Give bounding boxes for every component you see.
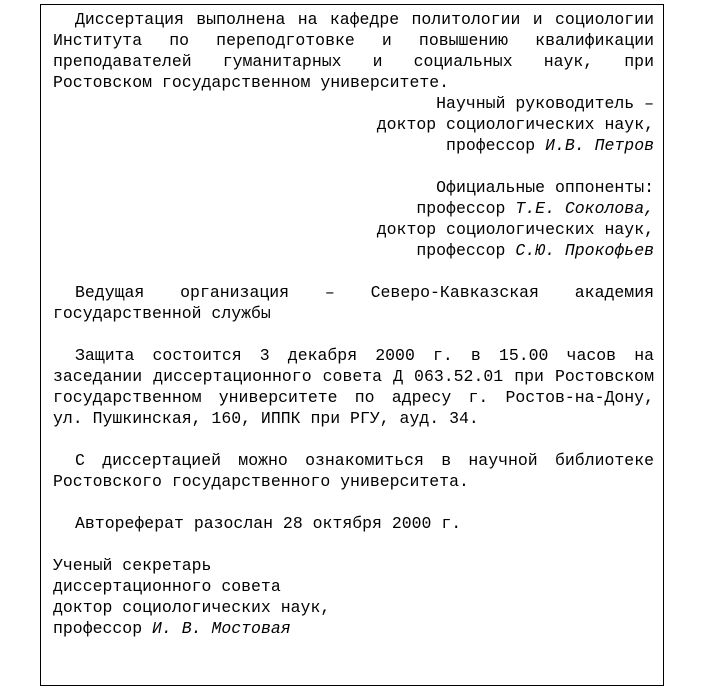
supervisor-name: И.В. Петров (545, 136, 654, 155)
spacer (53, 534, 654, 555)
supervisor-title: профессор (446, 136, 536, 155)
sent-date-paragraph: Автореферат разослан 28 октября 2000 г. (75, 514, 462, 533)
secretary-signature-line (53, 618, 654, 639)
leading-org-paragraph: Ведущая организация – Северо-Кавказская академия государственной службы (53, 283, 654, 323)
opponent-second-line (53, 240, 654, 261)
opponent-second-degree: доктор социологических наук, (376, 220, 654, 239)
opponent-first-title: профессор (416, 199, 506, 218)
spacer (53, 261, 654, 282)
spacer (53, 324, 654, 345)
spacer (53, 156, 654, 177)
library-paragraph: С диссертацией можно ознакомиться в научной библиотеке Ростовского государственного университета. (53, 451, 654, 491)
supervisor-degree: доктор социологических наук, (376, 115, 654, 134)
document-body (53, 9, 654, 639)
opponent-first-line (53, 198, 654, 219)
opponents-heading: Официальные оппоненты: (436, 178, 654, 197)
spacer (53, 492, 654, 513)
opponent-first-name: Т.Е. Соколова, (515, 199, 654, 218)
opponents-block (53, 177, 654, 261)
secretary-name: И. В. Мостовая (152, 619, 291, 638)
supervisor-block (53, 93, 654, 156)
opponent-second-title: профессор (416, 241, 506, 260)
secretary-line3: доктор социологических наук, (53, 598, 331, 617)
intro-paragraph: Диссертация выполнена на кафедре политологии и социологии Института по переподготовке и повышению квалификации преподавателей гуманитарных и социальных наук, при Ростовском государственном университете. (53, 10, 654, 92)
secretary-title: профессор (53, 619, 143, 638)
spacer (53, 429, 654, 450)
supervisor-heading: Научный руководитель – (436, 94, 654, 113)
secretary-block (53, 555, 654, 639)
secretary-line1: Ученый секретарь (53, 556, 212, 575)
supervisor-line (53, 135, 654, 156)
secretary-line2: диссертационного совета (53, 577, 281, 596)
opponent-second-name: С.Ю. Прокофьев (515, 241, 654, 260)
defense-paragraph: Защита состоится 3 декабря 2000 г. в 15.00 часов на заседании диссертационного совета Д 063.52.01 при Ростовском государственном университете по адресу г. Ростов-на-Дону, ул. Пушкинская, 160, ИППК при РГУ, ауд. 34. (53, 346, 654, 428)
